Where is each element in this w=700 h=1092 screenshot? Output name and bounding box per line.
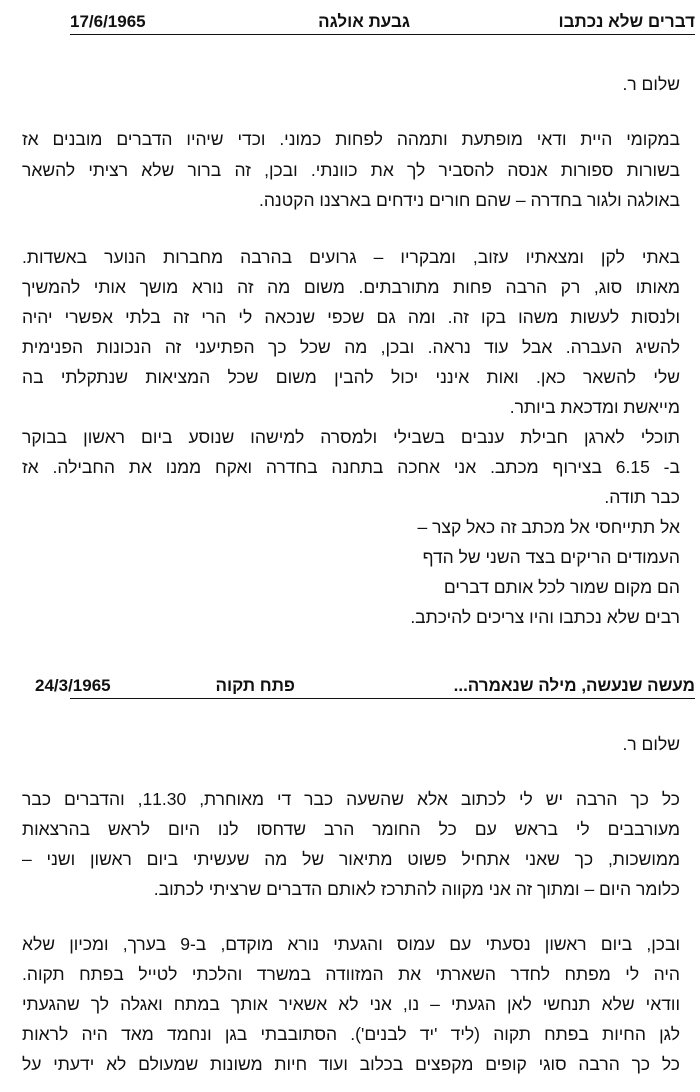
letter1-p2-line8: ב- 6.15 בצירוף מכתב. אני אחכה בתחנה בחדרה ואקח ממנו את החבילה. אז bbox=[22, 457, 680, 477]
letter1-greeting: שלום ר. bbox=[622, 74, 680, 94]
letter1-p1-line3: באולגה ולגור בחדרה – שהם חורים נידחים בארצנו הקטנה. bbox=[258, 190, 680, 210]
letter2-p2-line2: היה לי מפתח לחדר השארתי את המזוודה במשרד והלכתי לטייל בפתח תקוה. bbox=[22, 964, 680, 984]
letter1-p2-line11: העמודים הריקים בצד השני של הדף bbox=[422, 547, 680, 567]
letter1-p2-line10: אל תתייחסי אל מכתב זה כאל קצר – bbox=[417, 517, 680, 537]
letter1-p1-line2: בשורות ספורות אנסה להסביר לך את כוונתי. ובכן, זה ברור שלא רציתי להשאר bbox=[22, 160, 680, 180]
letter2-greeting: שלום ר. bbox=[622, 734, 680, 754]
letter1-p2-line13: רבים שלא נכתבו והיו צריכים להיכתב. bbox=[410, 607, 680, 627]
letter1-header bbox=[70, 10, 695, 35]
letter2-p1-line4: כלומר היום – ומתוך זה אני מקווה להתרכז לאותם הדברים שרציתי לכתוב. bbox=[153, 879, 680, 899]
letter1-p2-line9: כבר תודה. bbox=[604, 487, 680, 507]
letter2-p2-line4: לגן החיות בפתח תקוה (ליד 'יד לבנים'). הסתובבתי בגן ונחמד מאד היה לראות bbox=[22, 1024, 680, 1044]
letter2-p1-line2: מעורבבים לי בראש עם כל החומר הרב שדחסו לנו היום לראש בהרצאות bbox=[22, 819, 680, 839]
letter2-p2-line1: ובכן, ביום ראשון נסעתי עם עמוס והגעתי נורא מוקדם, ב-9 בערך, ומכיון שלא bbox=[22, 934, 680, 954]
letter1-p2-line6: מייאשת ומדכאת ביותר. bbox=[509, 397, 680, 417]
letter1-p2-line12: הם מקום שמור לכל אותם דברים bbox=[443, 577, 680, 597]
letter2-date: 24/3/1965 bbox=[35, 676, 111, 695]
letter2-p2-line3: וודאי שלא תנחשי לאן הגעתי – נו, אני לא אשאיר אותך במתח ואגלה לך שהגעתי bbox=[22, 994, 680, 1014]
letter1-p2-line3: ולנסות לעשות משהו בקו זה. ומה גם שכפי שנכאה לי הרי זה בלתי אפשרי יהיה bbox=[22, 307, 680, 327]
letter1-p2-line7: תוכלי לארגן חבילת ענבים בשבילי ולמסרה למישהו שנוסע ביום ראשון בבוקר bbox=[22, 427, 680, 447]
letter1-p1-line1: במקומי היית ודאי מופתעת ותמהה לפחות כמוני. וכדי שיהיו הדברים מובנים אז bbox=[22, 129, 680, 149]
letter1-p2-line1: באתי לקן ומצאתיו עזוב, ומבקריו – גרועים בהרבה מחברות הנוער באשדות. bbox=[22, 247, 680, 267]
letter1-p2-line2: מאותו סוג, רק הרבה פחות מתורבתים. משום מה זה נורא מושך אותי להמשיך bbox=[22, 277, 680, 297]
letter2-header bbox=[35, 674, 695, 699]
letter1-p2-line5: שלי להשאר כאן. ואות אינני יכול להבין משום שכל המציאות שנתקלתי בה bbox=[22, 367, 680, 387]
letter1-p2-line4: להשיג העברה. אבל עוד נראה. ובכן, מה שכל כך הפתיעני זה הנכונות הפנימית bbox=[22, 337, 680, 357]
letter1-place: גבעת אולגה bbox=[318, 12, 410, 31]
letter1-title: דברים שלא נכתבו bbox=[558, 12, 695, 31]
letter2-p2-line5: כל כך הרבה סוגי קופים מקפצים בכלוב ועוד חיות משונות שמעולם לא ידעתי על bbox=[22, 1054, 680, 1074]
letter2-place: פתח תקוה bbox=[215, 676, 295, 695]
letter1-date: 17/6/1965 bbox=[70, 12, 146, 31]
letter2-p1-line3: ממושכות, כך שאני אתחיל פשוט מתיאור של מה שעשיתי ביום ראשון ושני – bbox=[22, 849, 680, 869]
letter2-title: מעשה שנעשה, מילה שנאמרה... bbox=[453, 676, 695, 695]
letter2-p1-line1: כל כך הרבה יש לי לכתוב אלא שהשעה כבר די מאוחרת, 11.30, והדברים כבר bbox=[22, 789, 680, 809]
